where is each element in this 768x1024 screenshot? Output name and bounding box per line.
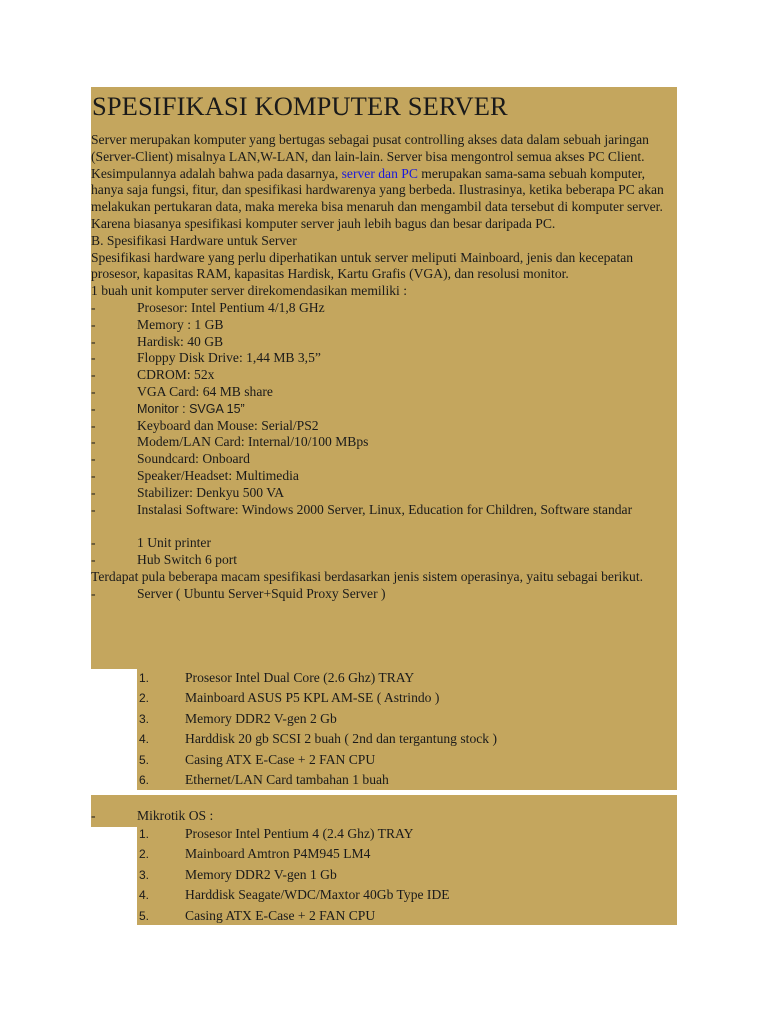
bullet-dash: -	[91, 467, 96, 483]
list-item	[137, 729, 677, 749]
list-item-text: CDROM: 52x	[137, 367, 215, 383]
list-item-text: Speaker/Headset: Multimedia	[137, 467, 299, 483]
list-item	[137, 865, 677, 885]
document-content	[91, 87, 677, 602]
list-item-text: Harddisk 20 gb SCSI 2 buah ( 2nd dan tergantung stock )	[185, 731, 497, 747]
list-item	[137, 906, 677, 926]
list-item-text: Hub Switch 6 port	[137, 551, 238, 567]
list-item	[91, 367, 677, 384]
list-item-text: 1 Unit printer	[137, 535, 211, 551]
list-item	[91, 502, 677, 536]
list-number: 5.	[139, 752, 150, 767]
list-number: 3.	[139, 867, 150, 882]
list-item-text: Soundcard: Onboard	[137, 451, 250, 467]
bullet-dash: -	[91, 299, 96, 315]
server-dan-pc-link[interactable]: server dan PC	[341, 165, 418, 181]
list-number: 4.	[139, 888, 150, 903]
list-item	[91, 434, 677, 451]
list-item-text: Casing ATX E-Case + 2 FAN CPU	[185, 907, 376, 923]
list-number: 2.	[139, 847, 150, 862]
bullet-dash: -	[91, 501, 96, 517]
bullet-dash: -	[91, 535, 96, 551]
list-item-text: Memory : 1 GB	[137, 316, 224, 332]
list-number: 3.	[139, 711, 150, 726]
list-item	[91, 468, 677, 485]
list-item-text: Prosesor Intel Pentium 4 (2.4 Ghz) TRAY	[185, 826, 414, 841]
bullet-dash: -	[91, 434, 96, 450]
list-item	[91, 334, 677, 351]
list-item-text: VGA Card: 64 MB share	[137, 383, 273, 399]
list-item-text: Mainboard Amtron P4M945 LM4	[185, 846, 371, 862]
list-item	[91, 350, 677, 367]
bullet-dash: -	[91, 367, 96, 383]
bullet-dash: -	[91, 808, 96, 823]
list-item	[137, 885, 677, 905]
list-item-text: Harddisk Seagate/WDC/Maxtor 40Gb Type IDE	[185, 887, 450, 903]
bullet-dash: -	[91, 316, 96, 332]
bullet-dash: -	[91, 484, 96, 500]
list-item	[137, 770, 677, 790]
list-number: 2.	[139, 691, 150, 706]
list-item	[137, 824, 677, 844]
recommend-intro: 1 buah unit komputer server direkomendasikan memiliki :	[91, 283, 407, 299]
page-title: SPESIFIKASI KOMPUTER SERVER	[92, 91, 508, 121]
list-item-text: Casing ATX E-Case + 2 FAN CPU	[185, 751, 376, 767]
conclusion-paragraph	[91, 166, 677, 233]
list-item	[91, 418, 677, 435]
server-ubuntu-heading-text: Server ( Ubuntu Server+Squid Proxy Server )	[137, 585, 386, 601]
list-item	[91, 384, 677, 401]
list-item-text: Prosesor Intel Dual Core (2.6 Ghz) TRAY	[185, 670, 415, 685]
list-number: 6.	[139, 772, 150, 787]
section-b-heading: B. Spesifikasi Hardware untuk Server	[91, 232, 297, 248]
server-ubuntu-list	[137, 668, 677, 790]
list-number: 4.	[139, 732, 150, 747]
list-item-text: Memory DDR2 V-gen 2 Gb	[185, 710, 337, 726]
list-item	[137, 844, 677, 864]
spec-list	[91, 300, 677, 569]
list-item-text: Hardisk: 40 GB	[137, 333, 224, 349]
list-item-text: Stabilizer: Denkyu 500 VA	[137, 484, 285, 500]
list-number: 1.	[139, 827, 150, 841]
list-item	[91, 300, 677, 317]
list-item-text: Modem/LAN Card: Internal/10/100 MBps	[137, 434, 369, 450]
bullet-dash: -	[91, 451, 96, 467]
list-item	[137, 668, 677, 688]
list-item-text: Instalasi Software: Windows 2000 Server, Linux, Education for Children, Software standar	[137, 501, 633, 517]
mikrotik-heading-text: Mikrotik OS :	[137, 808, 214, 823]
bullet-dash: -	[91, 417, 96, 433]
bullet-dash: -	[91, 350, 96, 366]
list-item-text: Monitor : SVGA 15”	[137, 401, 245, 416]
bullet-dash: -	[91, 400, 96, 416]
list-item	[91, 485, 677, 502]
list-item	[91, 552, 677, 569]
mikrotik-heading	[91, 808, 677, 825]
list-item-text: Prosesor: Intel Pentium 4/1,8 GHz	[137, 299, 325, 315]
list-item	[91, 535, 677, 552]
intro-paragraph: Server merupakan komputer yang bertugas sebagai pusat controlling akses data dalam sebuah jaringan (Server-Client) misalnya LAN,W-LAN, dan lain-lain. Server bisa mengontrol semua akses PC Client.	[91, 132, 649, 164]
list-number: 1.	[139, 671, 150, 685]
bullet-dash: -	[91, 551, 96, 567]
list-item	[91, 451, 677, 468]
section-b-paragraph: Spesifikasi hardware yang perlu diperhatikan untuk server meliputi Mainboard, jenis dan kecepatan prosesor, kapasitas RAM, kapasitas Hardisk, Kartu Grafis (VGA), dan resolusi monitor.	[91, 249, 634, 282]
mikrotik-list	[137, 824, 677, 926]
server-ubuntu-heading	[91, 586, 677, 603]
list-item-text: Mainboard ASUS P5 KPL AM-SE ( Astrindo )	[185, 690, 440, 706]
list-item	[137, 750, 677, 770]
bullet-dash: -	[91, 383, 96, 399]
list-item	[91, 317, 677, 334]
list-item-text: Floppy Disk Drive: 1,44 MB 3,5”	[137, 350, 321, 366]
bullet-dash: -	[91, 585, 96, 601]
conclusion-text-end: merupakan sama-sama sebuah komputer, hanya saja fungsi, fitur, dan spesifikasi hardwarenya yang berbeda. Ilustrasinya, ketika beberapa PC akan melakukan pertukaran data, maka mereka bisa menaruh dan mengambil data tersebut di komputer server. Karena biasanya spesifikasi komputer server jauh lebih bagus dan besar daripada PC.	[91, 165, 664, 231]
list-item-text: Memory DDR2 V-gen 1 Gb	[185, 866, 337, 882]
list-number: 5.	[139, 908, 150, 923]
bullet-dash: -	[91, 333, 96, 349]
list-item-text: Ethernet/LAN Card tambahan 1 buah	[185, 771, 389, 787]
list-item	[91, 401, 677, 418]
os-intro-paragraph: Terdapat pula beberapa macam spesifikasi berdasarkan jenis sistem operasinya, yaitu sebagai berikut.	[91, 568, 644, 584]
conclusion-text-start: Kesimpulannya adalah bahwa pada dasarnya,	[91, 165, 342, 181]
list-item	[137, 709, 677, 729]
list-item-text: Keyboard dan Mouse: Serial/PS2	[137, 417, 319, 433]
list-item	[137, 688, 677, 708]
